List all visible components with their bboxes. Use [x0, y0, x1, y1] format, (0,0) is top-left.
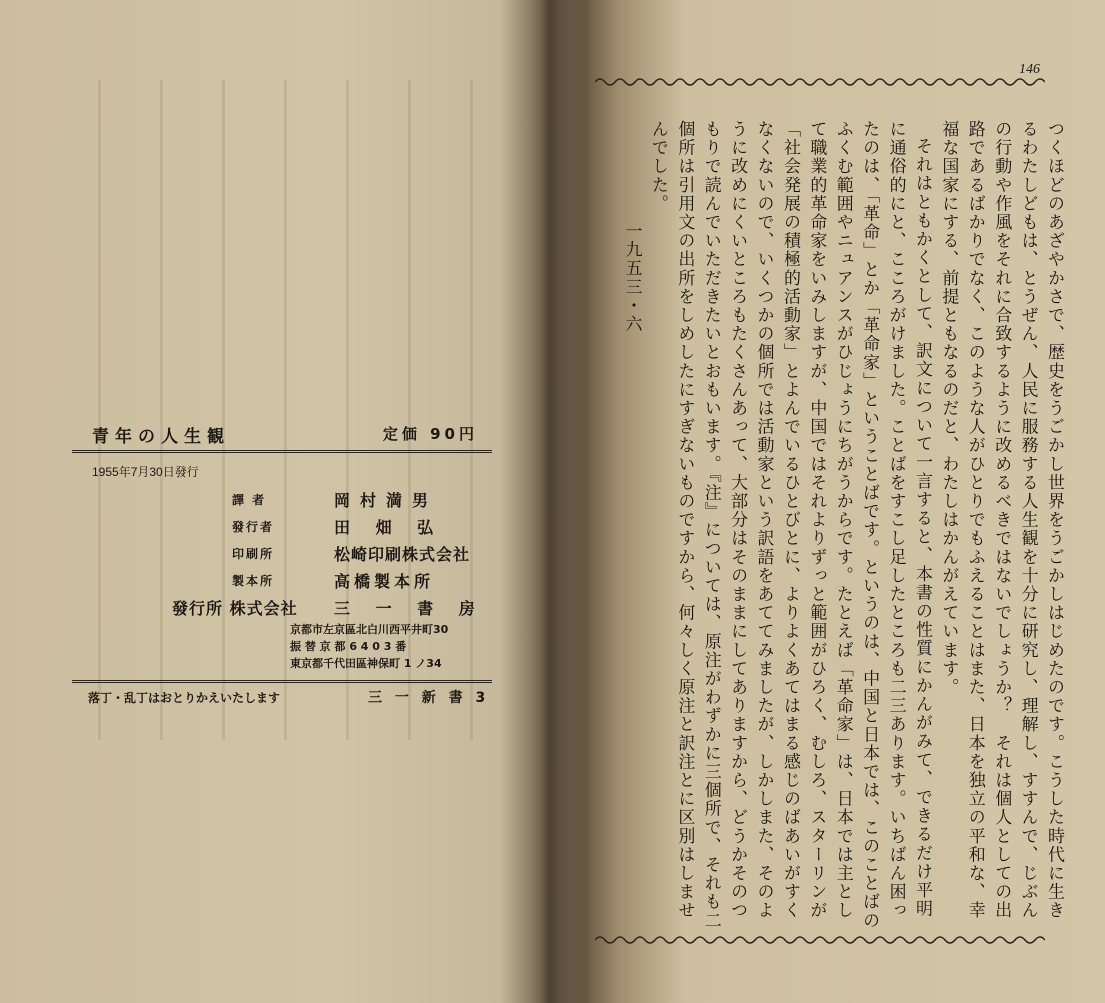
publisher-name: 三 一 書 房 [334, 599, 485, 618]
page-number: 146 [1019, 62, 1040, 77]
publication-date: 1955年7月30日發行 [92, 465, 199, 479]
colophon-footer [72, 683, 492, 711]
date-signature: 一九五三・六 [621, 222, 642, 334]
credit-binder [72, 567, 492, 594]
credit-role: 譯 者 [232, 493, 267, 507]
credit-role: 發行者 [232, 520, 275, 534]
wavy-rule-top [595, 76, 1045, 88]
credit-name: 岡村満男 [334, 491, 439, 510]
left-page-colophon [0, 0, 520, 1003]
credit-name: 松崎印刷株式会社 [334, 545, 471, 564]
replacement-notice: 落丁・乱丁はおとりかえいたします [88, 691, 281, 705]
publisher-tokyo-address: 東京都千代田區神保町 1 ノ34 [290, 657, 442, 670]
book-price: 定価 90円 [382, 425, 478, 443]
credit-translator [72, 486, 492, 513]
colophon-title-row [72, 420, 492, 453]
wavy-rule-bottom [595, 934, 1045, 946]
credit-role: 製本所 [232, 574, 275, 588]
right-page-text [575, 0, 1105, 1003]
publisher-address-line: 京都市左京區北白川西平井町30 [290, 623, 449, 636]
credit-role: 印刷所 [232, 547, 275, 561]
book-title: 青年の人生観 [92, 427, 230, 447]
credit-printer [72, 540, 492, 567]
credit-publisher [72, 594, 492, 621]
credit-issuer [72, 513, 492, 540]
publisher-role: 發行所 株式会社 [172, 599, 298, 618]
credit-name: 高橋製本所 [334, 572, 435, 591]
series-label: 三 一 新 書 3 [368, 690, 490, 706]
publisher-transfer-account: 振 替 京 都 6 4 0 3 番 [290, 640, 407, 653]
paragraph: つくほどのあざやかさで、歴史をうごかし世界をうごかしはじめたのです。こうした時代に生きるわたしどもは、とうぜん、人民に服務する人生観を十分に研究し、理解し、すすんで、じぶんの行動や作風をそれに合致するように改めるべきではないでしょうか？ それは個人としての出路であるばかりでなく、このような人がひとりでもふえることはまた、日本を独立の平和な、幸福な国家にする、前提ともなるのだと、わたしはかんがえています。 [938, 120, 1064, 920]
colophon-block [72, 420, 492, 711]
paragraph: それはともかくとして、訳文について一言すると、本書の性質にかんがみて、できるだけ平明に通俗的にと、こころがけました。ことばをすこし足したところも二三あります。いちばん困ったのは、「革命」とか「革命家」ということばです。というのは、中国と日本では、このことばのふくむ範囲やニュアンスがひじょうにちがうからです。たとえば「革命家」は、日本では主として職業的革命家をいみしますが、中国ではそれよりずっと範囲がひろく、むしろ、スターリンが「社会発展の積極的活動家」とよんでいるひとびとに、よりよくあてはまる感じのばあいがすくなくないので、いくつかの個所では活動家という訳語をあててみましたが、しかしまた、そのように改めにくいところもたくさんあって、大部分はそのままにしてありますから、どうかそのつもりで読んでいただきたいとおもいます。『注』については、原注がわずかに三個所で、それも二個所は引用文の出所をしめしたにすぎないものですから、何々しく原注と訳注とに区別はしませんでした。 [647, 120, 932, 930]
vertical-body-text [597, 120, 1067, 930]
credit-name: 田 畑 弘 [334, 518, 444, 537]
